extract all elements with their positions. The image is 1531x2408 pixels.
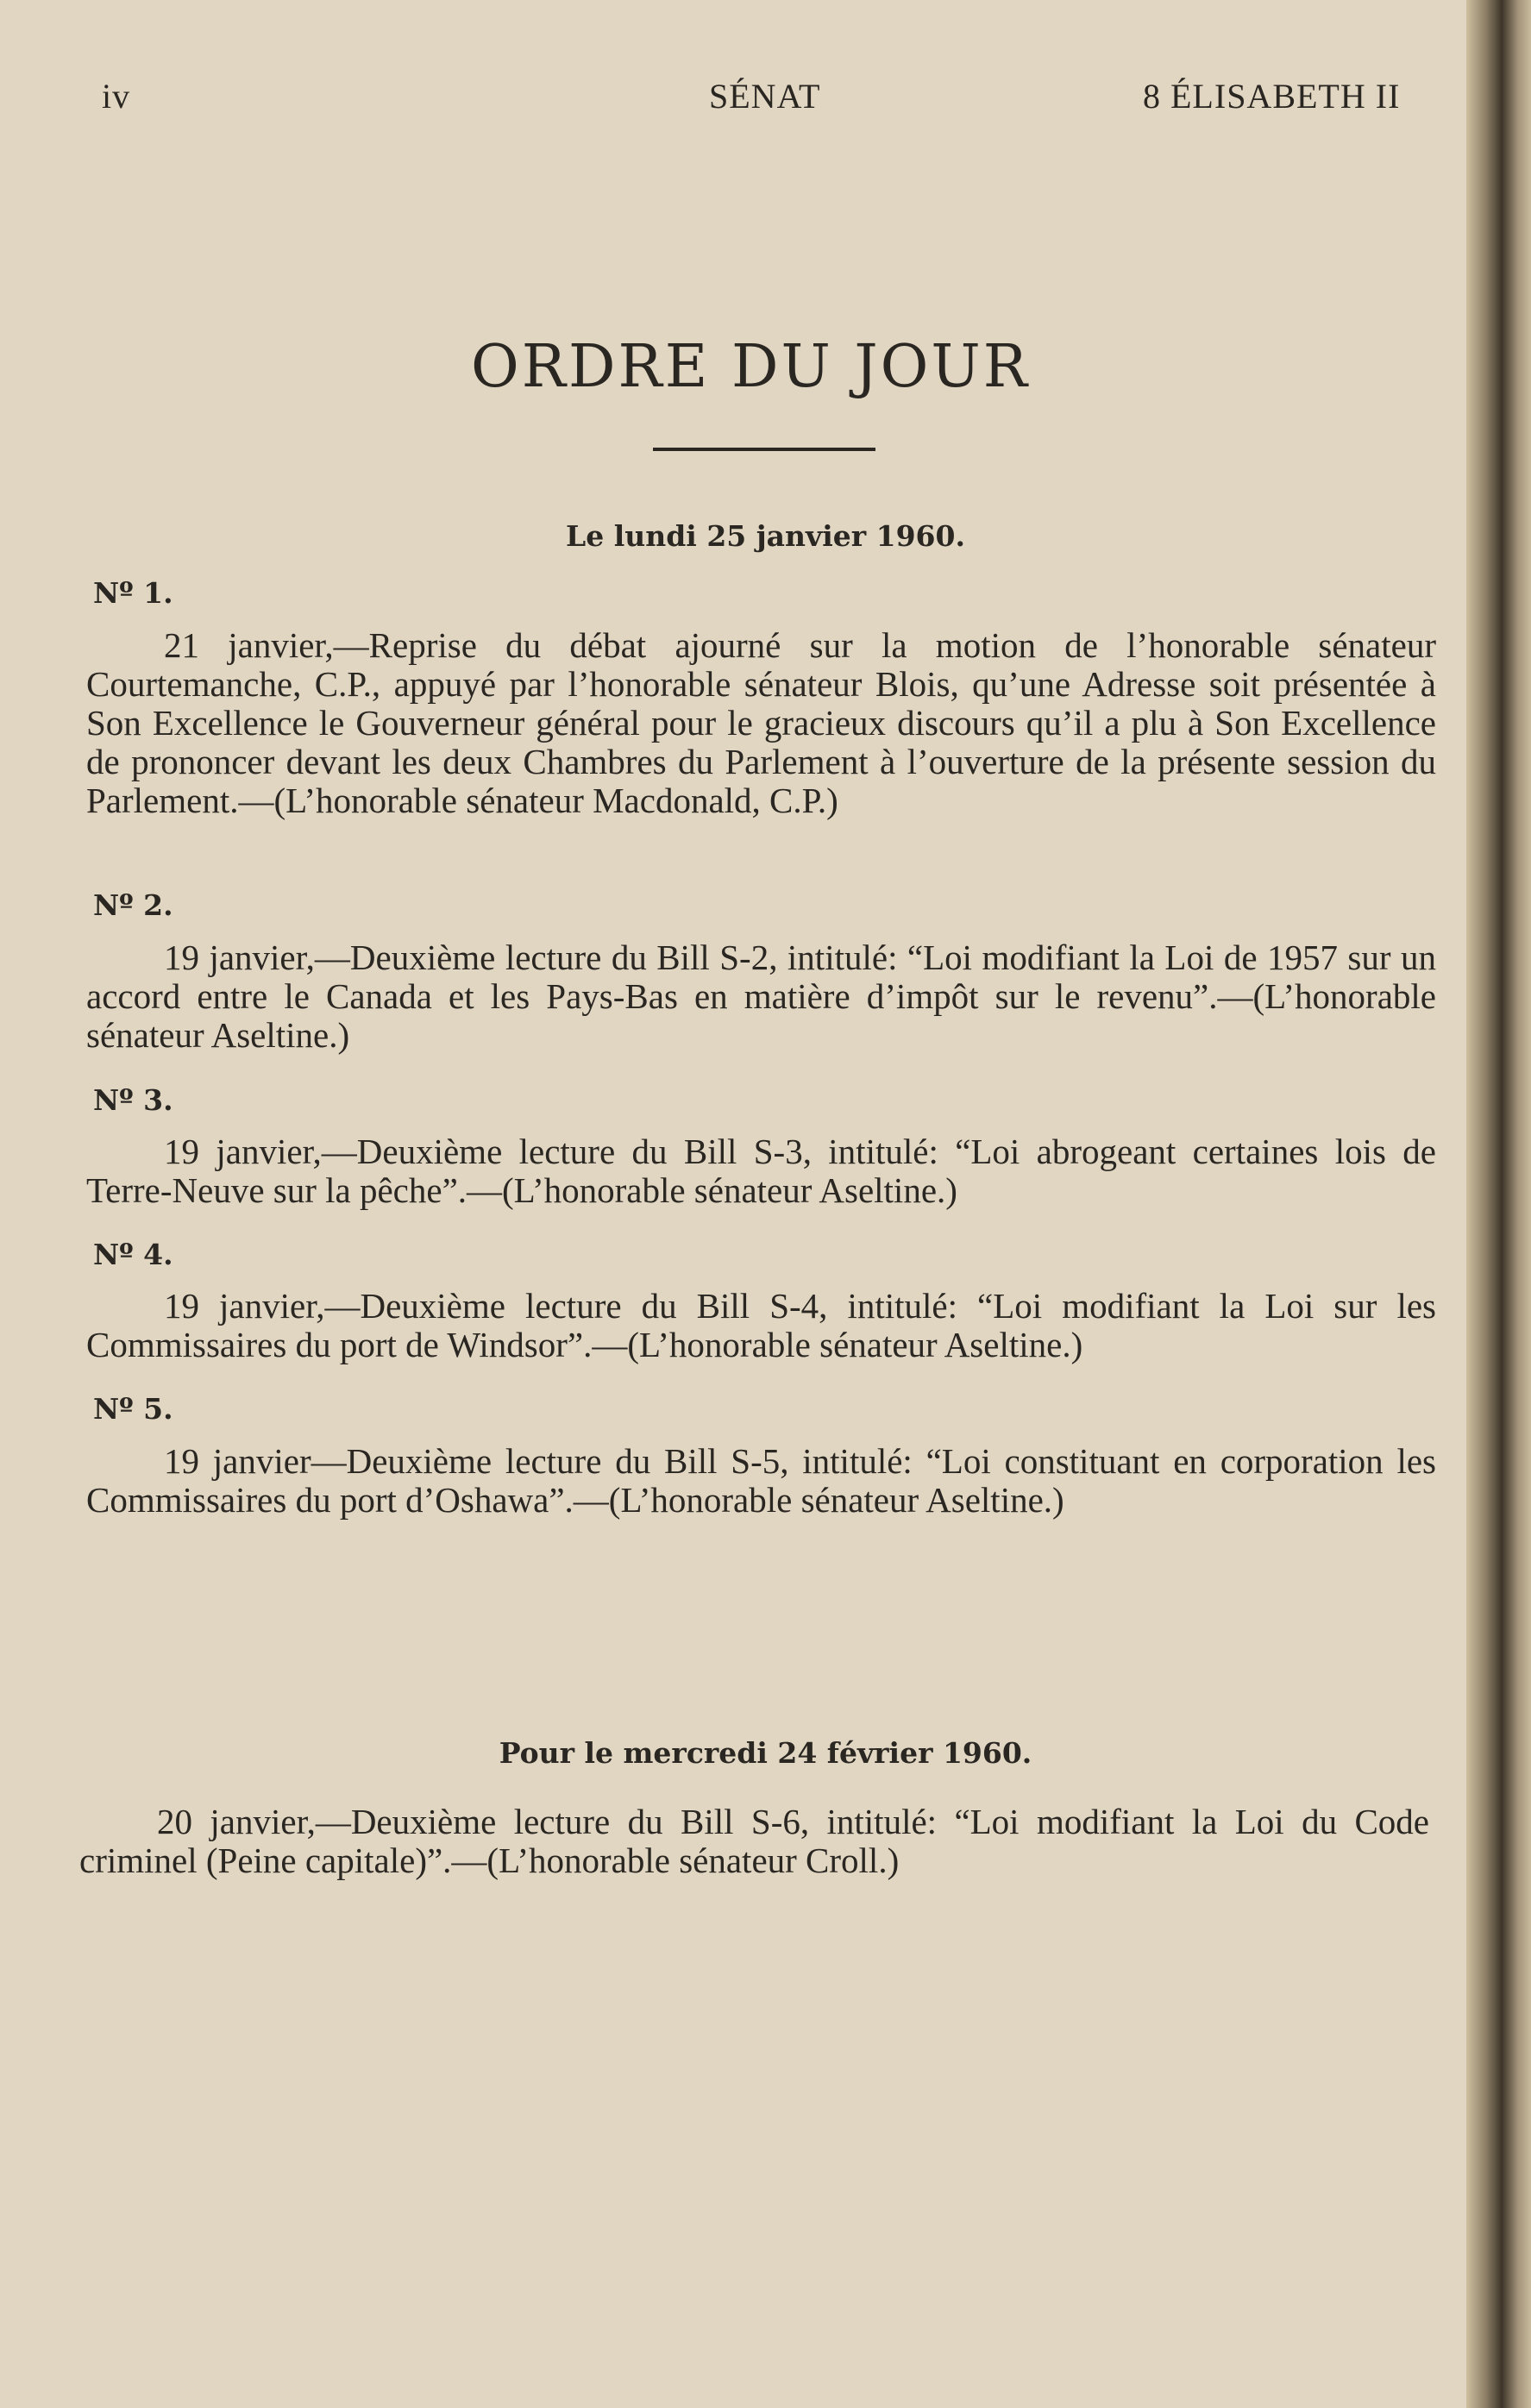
item-number-2: Nº 2. — [93, 888, 173, 922]
sitting-date-1: Le lundi 25 janvier 1960. — [566, 519, 965, 553]
item-text-2: 19 janvier,—Deuxième lecture du Bill S-2, intitulé: “Loi modifiant la Loi de 1957 sur un accord entre le Canada et les Pays-Bas en matière d’impôt sur le revenu”.—(L’honorable sénateur Aseltine.) — [86, 937, 1436, 1055]
book-gutter — [1466, 0, 1531, 2408]
page-number: iv — [102, 77, 131, 116]
item-number-3: Nº 3. — [93, 1083, 173, 1117]
item-number-5: Nº 5. — [93, 1392, 173, 1426]
page-title: ORDRE DU JOUR — [471, 332, 1030, 401]
sitting-date-2: Pour le mercredi 24 février 1960. — [499, 1736, 1032, 1770]
item-text-1: 21 janvier,—Reprise du débat ajourné sur la motion de l’honorable sénateur Courtemanche, C.P., appuyé par l’honorable sénateur Blois, qu’une Adresse soit présentée à Son Excellence le Gouverneur général pour le gracieux discours qu’il a plu à Son Excellence de prononcer devant les deux Chambres du Parlement à l’ouverture de la présente session du Parlement.—(L’honorable sénateur Macdonald, C.P.) — [86, 625, 1436, 820]
item-text-3: 19 janvier,—Deuxième lecture du Bill S-3, intitulé: “Loi abrogeant certaines lois de Terre-Neuve sur la pêche”.—(L’honorable sénateur Aseltine.) — [86, 1132, 1436, 1210]
item-text-6: 20 janvier,—Deuxième lecture du Bill S-6, intitulé: “Loi modifiant la Loi du Code criminel (Peine capitale)”.—(L’honorable sénateur Croll.) — [79, 1802, 1429, 1880]
item-text-4: 19 janvier,—Deuxième lecture du Bill S-4, intitulé: “Loi modifiant la Loi sur les Commissaires du port de Windsor”.—(L’honorable sénateur Aseltine.) — [86, 1286, 1436, 1364]
item-text-5: 19 janvier—Deuxième lecture du Bill S-5, intitulé: “Loi constituant en corporation les Commissaires du port d’Oshawa”.—(L’honorable sénateur Aseltine.) — [86, 1441, 1436, 1520]
header-regnal-year: 8 ÉLISABETH II — [1143, 77, 1401, 116]
header-center-title: SÉNAT — [709, 77, 821, 116]
title-rule — [653, 448, 875, 451]
item-number-4: Nº 4. — [93, 1238, 173, 1271]
item-number-1: Nº 1. — [93, 576, 173, 610]
